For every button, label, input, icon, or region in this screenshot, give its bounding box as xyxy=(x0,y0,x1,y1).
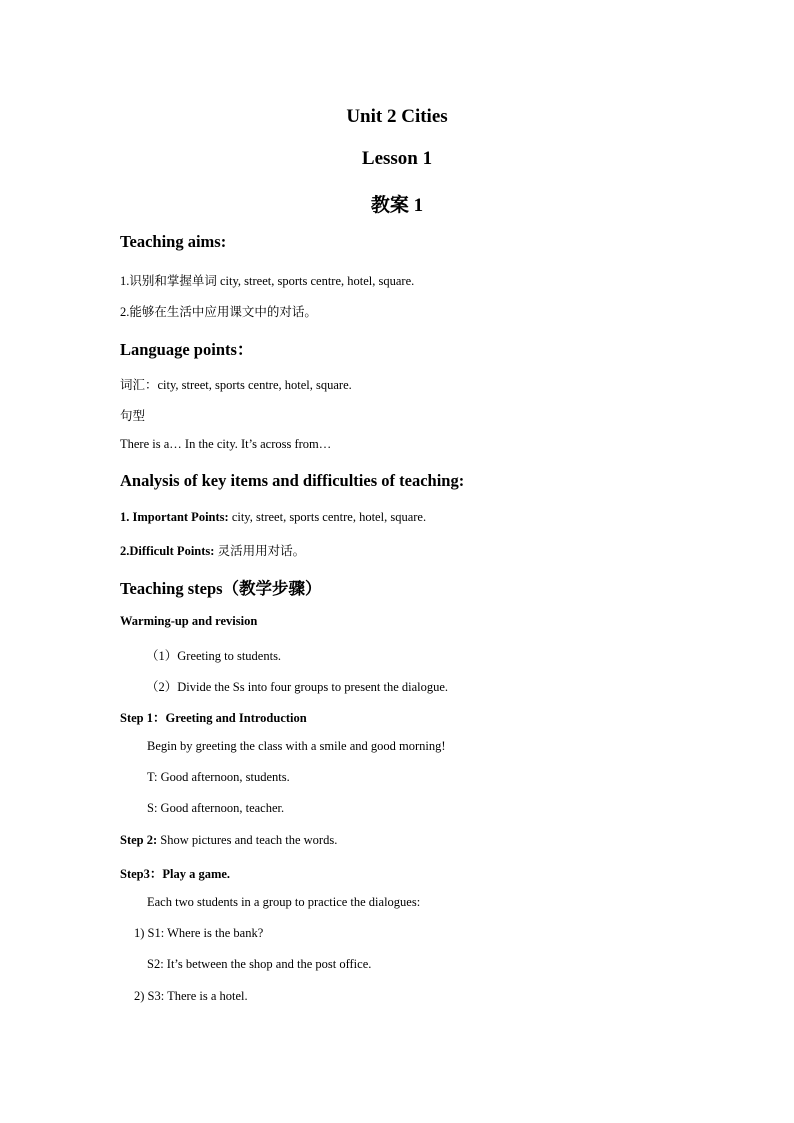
sentence-line: There is a… In the city. It’s across from… xyxy=(120,437,332,451)
unit-title: Unit 2 Cities xyxy=(346,106,448,127)
warmup-item-2: （2）Divide the Ss into four groups to present the dialogue. xyxy=(146,680,449,694)
difficult-label: 2.Difficult Points: xyxy=(120,544,215,558)
sentence-label: 句型 xyxy=(120,409,146,423)
language-points-heading: Language points： xyxy=(120,340,254,359)
lesson-title: Lesson 1 xyxy=(361,148,433,169)
plan-title: 教案 1 xyxy=(370,195,424,216)
step2-label: Step 2: xyxy=(120,833,158,847)
step1-line-3: S: Good afternoon, teacher. xyxy=(147,801,285,815)
step3-line-2: 1) S1: Where is the bank? xyxy=(134,926,264,940)
warmup-item-1: （1）Greeting to students. xyxy=(146,649,282,663)
step2-line xyxy=(120,833,337,848)
aim-item-1: 1.识别和掌握单词 city, street, sports centre, hotel, square. xyxy=(120,274,415,288)
important-label: 1. Important Points: xyxy=(120,510,229,524)
step2-text: Show pictures and teach the words. xyxy=(157,833,338,847)
teaching-aims-heading: Teaching aims: xyxy=(120,232,227,251)
step1-line-2: T: Good afternoon, students. xyxy=(147,770,290,784)
step1-label: Step 1：Greeting and Introduction xyxy=(120,711,307,725)
step3-line-3: S2: It’s between the shop and the post office. xyxy=(147,957,372,971)
difficult-text: 灵活用用对话。 xyxy=(214,544,306,558)
important-points xyxy=(120,510,426,525)
important-text: city, street, sports centre, hotel, square. xyxy=(228,510,427,524)
step3-line-1: Each two students in a group to practice the dialogues: xyxy=(147,895,421,909)
step1-line-1: Begin by greeting the class with a smile and good morning! xyxy=(147,739,446,753)
analysis-heading: Analysis of key items and difficulties of teaching: xyxy=(120,471,465,490)
warmup-label: Warming-up and revision xyxy=(120,614,258,628)
step3-label: Step3：Play a game. xyxy=(120,867,231,881)
aim-item-2: 2.能够在生活中应用课文中的对话。 xyxy=(120,305,317,319)
vocab-line: 词汇：city, street, sports centre, hotel, square. xyxy=(120,378,352,392)
teaching-steps-heading: Teaching steps（教学步骤） xyxy=(120,579,322,598)
step3-line-4: 2) S3: There is a hotel. xyxy=(134,989,248,1003)
difficult-points xyxy=(120,541,305,559)
